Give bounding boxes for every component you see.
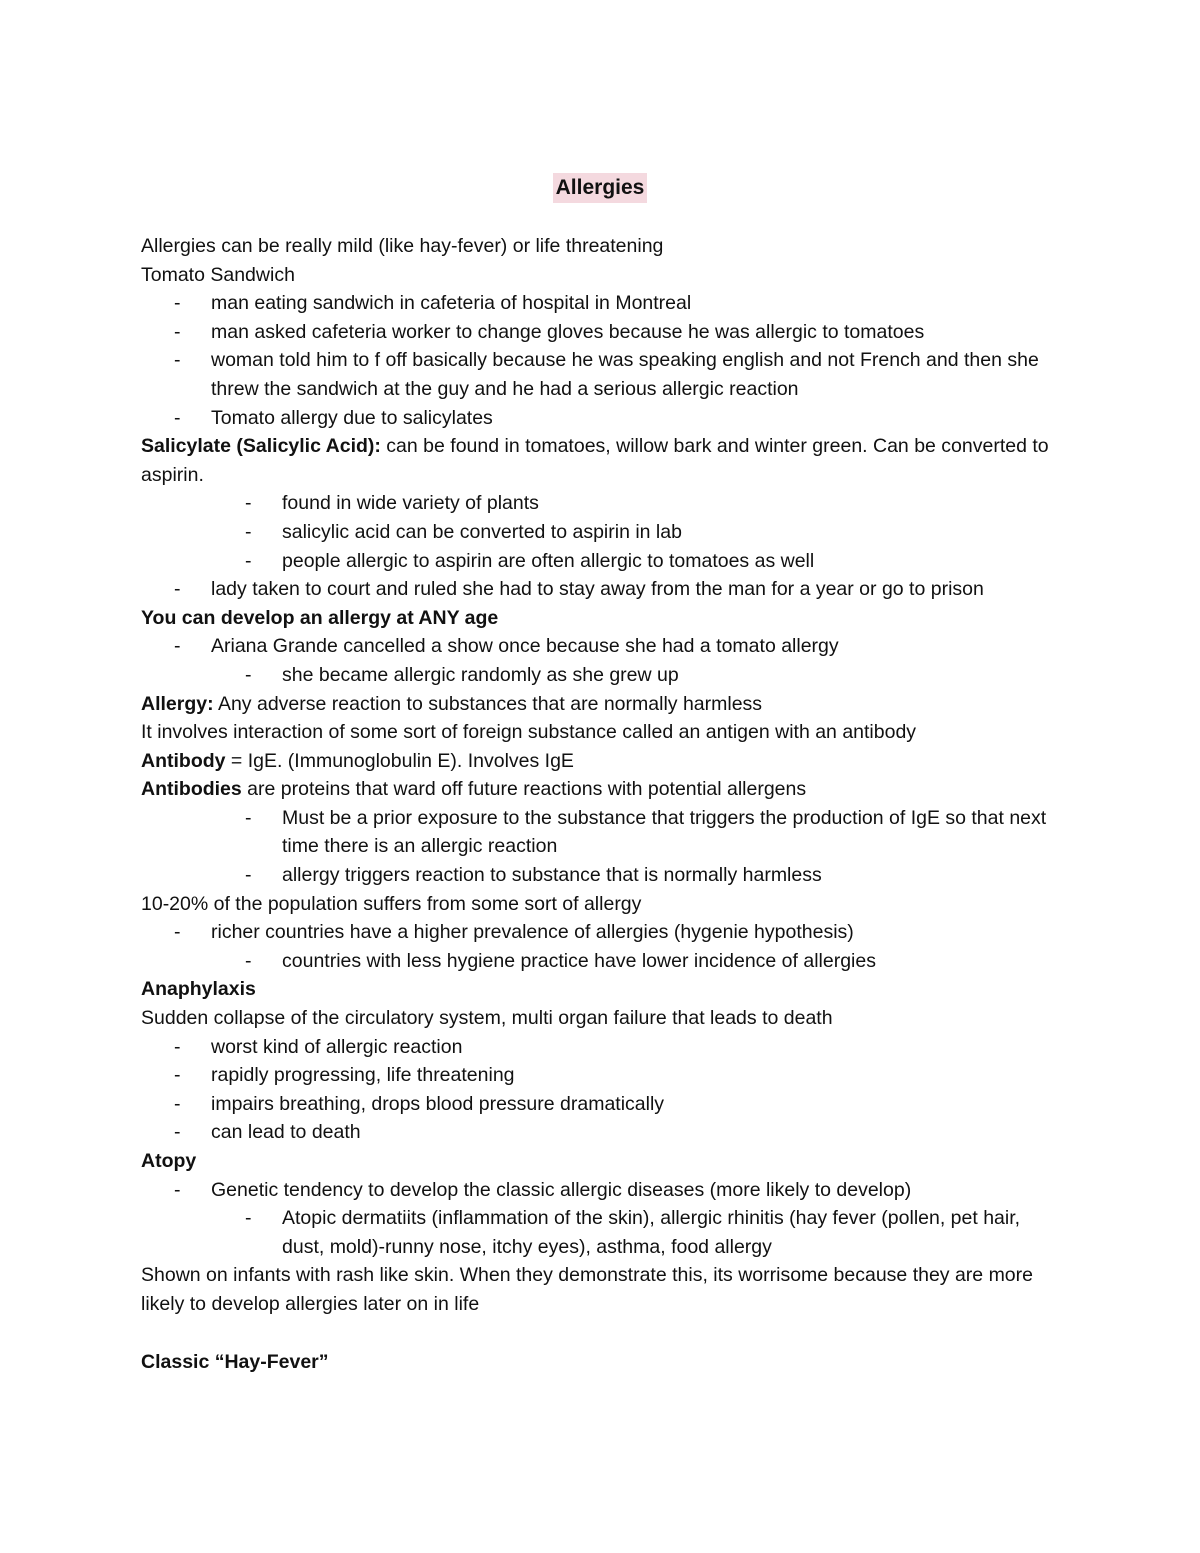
bullet-dash: - bbox=[245, 663, 252, 686]
term: Antibody bbox=[141, 749, 226, 772]
bullet-dash: - bbox=[245, 492, 252, 515]
list-item: - Atopic dermatiits (inflammation of the skin), allergic rhinitis (hay fever (pollen, pet hair, dust, mold)-runny nose, itchy eyes), asthma, food allergy bbox=[141, 1204, 1061, 1261]
anaphylaxis-definition: Sudden collapse of the circulatory system, multi organ failure that leads to death bbox=[141, 1007, 833, 1030]
bullet-dash: - bbox=[174, 578, 181, 601]
list-item: - man eating sandwich in cafeteria of hospital in Montreal bbox=[141, 289, 1061, 318]
heading-anaphylaxis: Anaphylaxis bbox=[141, 978, 256, 1001]
infants-line: Shown on infants with rash like skin. When they demonstrate this, its worrisome because they are more likely to develop allergies later on in life bbox=[141, 1264, 1033, 1315]
list-item: - Must be a prior exposure to the substance that triggers the production of IgE so that next time there is an allergic reaction bbox=[141, 804, 1061, 861]
list-item: - man asked cafeteria worker to change gloves because he was allergic to tomatoes bbox=[141, 318, 1061, 347]
bullet-dash: - bbox=[174, 1178, 181, 1201]
list-item: - Genetic tendency to develop the classic allergic diseases (more likely to develop) bbox=[141, 1176, 1061, 1205]
antibodies-definition: Antibodies are proteins that ward off future reactions with potential allergens bbox=[141, 778, 807, 801]
list-item: - woman told him to f off basically because he was speaking english and not French and then she threw the sandwich at the guy and he had a serious allergic reaction bbox=[141, 346, 1061, 403]
bullet-dash: - bbox=[245, 864, 252, 887]
list-item: - found in wide variety of plants bbox=[141, 489, 1061, 518]
paragraph-gap bbox=[141, 1319, 1061, 1348]
list-item: - can lead to death bbox=[141, 1118, 1061, 1147]
term: Antibodies bbox=[141, 778, 242, 801]
bullet-dash: - bbox=[174, 1092, 181, 1115]
list-item: - people allergic to aspirin are often allergic to tomatoes as well bbox=[141, 547, 1061, 576]
list-item: - richer countries have a higher prevalence of allergies (hygenie hypothesis) bbox=[141, 918, 1061, 947]
list-item: - she became allergic randomly as she grew up bbox=[141, 661, 1061, 690]
page-title: Allergies bbox=[553, 173, 648, 203]
bullet-dash: - bbox=[174, 320, 181, 343]
heading-tomato-sandwich: Tomato Sandwich bbox=[141, 263, 295, 286]
bullet-dash: - bbox=[174, 406, 181, 429]
list-item: - impairs breathing, drops blood pressure dramatically bbox=[141, 1090, 1061, 1119]
population-line: 10-20% of the population suffers from some sort of allergy bbox=[141, 892, 642, 915]
bullet-dash: - bbox=[174, 1035, 181, 1058]
list-item: - Tomato allergy due to salicylates bbox=[141, 404, 1061, 433]
bullet-dash: - bbox=[174, 1064, 181, 1087]
term: Salicylate (Salicylic Acid): bbox=[141, 435, 381, 458]
bullet-dash: - bbox=[174, 292, 181, 315]
antibody-definition: Antibody = IgE. (Immunoglobulin E). Involves IgE bbox=[141, 749, 574, 772]
list-item: - countries with less hygiene practice have lower incidence of allergies bbox=[141, 947, 1061, 976]
interaction-line: It involves interaction of some sort of foreign substance called an antigen with an antibody bbox=[141, 721, 917, 744]
list-item: - lady taken to court and ruled she had to stay away from the man for a year or go to prison bbox=[141, 575, 1061, 604]
list-item: - allergy triggers reaction to substance that is normally harmless bbox=[141, 861, 1061, 890]
bullet-dash: - bbox=[245, 806, 252, 829]
heading-any-age: You can develop an allergy at ANY age bbox=[141, 606, 499, 629]
bullet-dash: - bbox=[245, 949, 252, 972]
list-item: - Ariana Grande cancelled a show once because she had a tomato allergy bbox=[141, 632, 1061, 661]
heading-atopy: Atopy bbox=[141, 1150, 197, 1172]
bullet-dash: - bbox=[174, 635, 181, 658]
bullet-dash: - bbox=[174, 921, 181, 944]
bullet-dash: - bbox=[174, 349, 181, 372]
bullet-dash: - bbox=[245, 520, 252, 543]
heading-hay-fever: Classic “Hay-Fever” bbox=[141, 1350, 329, 1373]
list-item: - worst kind of allergic reaction bbox=[141, 1033, 1061, 1062]
allergy-definition: Allergy: Any adverse reaction to substances that are normally harmless bbox=[141, 692, 763, 715]
bullet-dash: - bbox=[245, 549, 252, 572]
term: Allergy: bbox=[141, 692, 214, 715]
list-item: - rapidly progressing, life threatening bbox=[141, 1061, 1061, 1090]
bullet-dash: - bbox=[245, 1207, 252, 1230]
document-body bbox=[141, 232, 1061, 1376]
salicylate-definition: Salicylate (Salicylic Acid): can be found in tomatoes, willow bark and winter green. Can be converted to aspirin. bbox=[141, 435, 1049, 486]
list-item: - salicylic acid can be converted to aspirin in lab bbox=[141, 518, 1061, 547]
bullet-dash: - bbox=[174, 1121, 181, 1144]
intro-line: Allergies can be really mild (like hay-fever) or life threatening bbox=[141, 235, 664, 257]
